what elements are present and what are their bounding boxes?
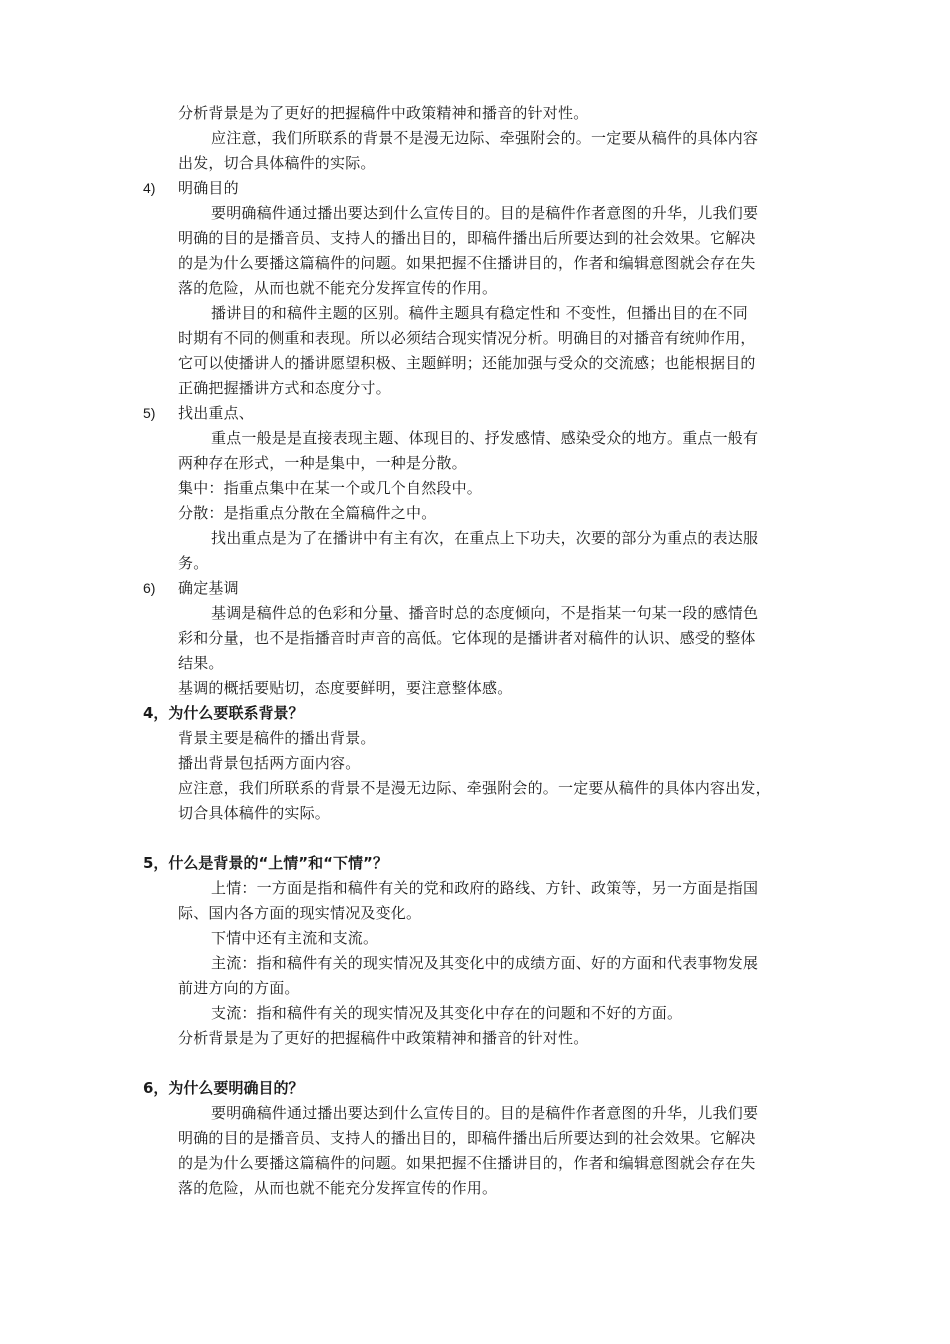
paragraph-line: 背景主要是稿件的播出背景。 [178,729,376,747]
section-heading: 6，为什么要明确目的？ [143,1079,304,1097]
paragraph-line: 支流：指和稿件有关的现实情况及其变化中存在的问题和不好的方面。 [211,1004,683,1022]
list-item-title: 确定基调 [178,579,239,597]
list-item-title: 明确目的 [178,179,239,197]
paragraph-line: 际、国内各方面的现实情况及变化。 [178,904,422,922]
paragraph-line: 分析背景是为了更好的把握稿件中政策精神和播音的针对性。 [178,1029,589,1047]
paragraph-line: 集中：指重点集中在某一个或几个自然段中。 [178,479,483,497]
paragraph-line: 播讲目的和稿件主题的区别。稿件主题具有稳定性和 不变性，但播出目的在不同 [211,304,748,322]
paragraph-line: 的是为什么要播这篇稿件的问题。如果把握不住播讲目的，作者和编辑意图就会存在失 [178,1154,756,1172]
paragraph-line: 落的危险，从而也就不能充分发挥宣传的作用。 [178,279,498,297]
paragraph-line: 要明确稿件通过播出要达到什么宣传目的。目的是稿件作者意图的升华，儿我们要 [211,1104,759,1122]
paragraph-line: 前进方向的方面。 [178,979,300,997]
paragraph-line: 要明确稿件通过播出要达到什么宣传目的。目的是稿件作者意图的升华，儿我们要 [211,204,759,222]
paragraph-line: 主流：指和稿件有关的现实情况及其变化中的成绩方面、好的方面和代表事物发展 [211,954,759,972]
paragraph-line: 基调是稿件总的色彩和分量、播音时总的态度倾向，不是指某一句某一段的感情色 [211,604,759,622]
paragraph-line: 结果。 [178,654,224,672]
paragraph-line: 的是为什么要播这篇稿件的问题。如果把握不住播讲目的，作者和编辑意图就会存在失 [178,254,756,272]
paragraph-line: 出发，切合具体稿件的实际。 [178,154,376,172]
paragraph-line: 下情中还有主流和支流。 [211,929,379,947]
paragraph-line: 基调的概括要贴切，态度要鲜明，要注意整体感。 [178,679,513,697]
list-number: 6) [143,580,156,596]
paragraph-line: 上情：一方面是指和稿件有关的党和政府的路线、方针、政策等，另一方面是指国 [211,879,759,897]
paragraph-line: 彩和分量，也不是指播音时声音的高低。它体现的是播讲者对稿件的认识、感受的整体 [178,629,756,647]
paragraph-line: 分散：是指重点分散在全篇稿件之中。 [178,504,437,522]
list-number: 4) [143,180,156,196]
paragraph-line: 务。 [178,554,209,572]
paragraph-line: 明确的目的是播音员、支持人的播出目的，即稿件播出后所要达到的社会效果。它解决 [178,229,756,247]
paragraph-line: 播出背景包括两方面内容。 [178,754,361,772]
paragraph-line: 分析背景是为了更好的把握稿件中政策精神和播音的针对性。 [178,104,589,122]
paragraph-line: 落的危险，从而也就不能充分发挥宣传的作用。 [178,1179,498,1197]
paragraph-line: 正确把握播讲方式和态度分寸。 [178,379,391,397]
paragraph-line: 两种存在形式，一种是集中，一种是分散。 [178,454,467,472]
paragraph-line: 找出重点是为了在播讲中有主有次，在重点上下功夫，次要的部分为重点的表达服 [211,529,759,547]
paragraph-line: 明确的目的是播音员、支持人的播出目的，即稿件播出后所要达到的社会效果。它解决 [178,1129,756,1147]
section-heading: 4，为什么要联系背景？ [143,704,304,722]
list-number: 5) [143,405,156,421]
section-heading: 5，什么是背景的“上情”和“下情”？ [143,854,388,872]
paragraph-line: 应注意，我们所联系的背景不是漫无边际、牵强附会的。一定要从稿件的具体内容出发， [178,779,771,797]
paragraph-line: 重点一般是是直接表现主题、体现目的、抒发感情、感染受众的地方。重点一般有 [211,429,759,447]
list-item-title: 找出重点、 [178,404,255,422]
paragraph-line: 应注意，我们所联系的背景不是漫无边际、牵强附会的。一定要从稿件的具体内容 [211,129,759,147]
paragraph-line: 它可以使播讲人的播讲愿望积极、主题鲜明；还能加强与受众的交流感；也能根据目的 [178,354,756,372]
paragraph-line: 时期有不同的侧重和表现。所以必须结合现实情况分析。明确目的对播音有统帅作用， [178,329,756,347]
paragraph-line: 切合具体稿件的实际。 [178,804,331,822]
